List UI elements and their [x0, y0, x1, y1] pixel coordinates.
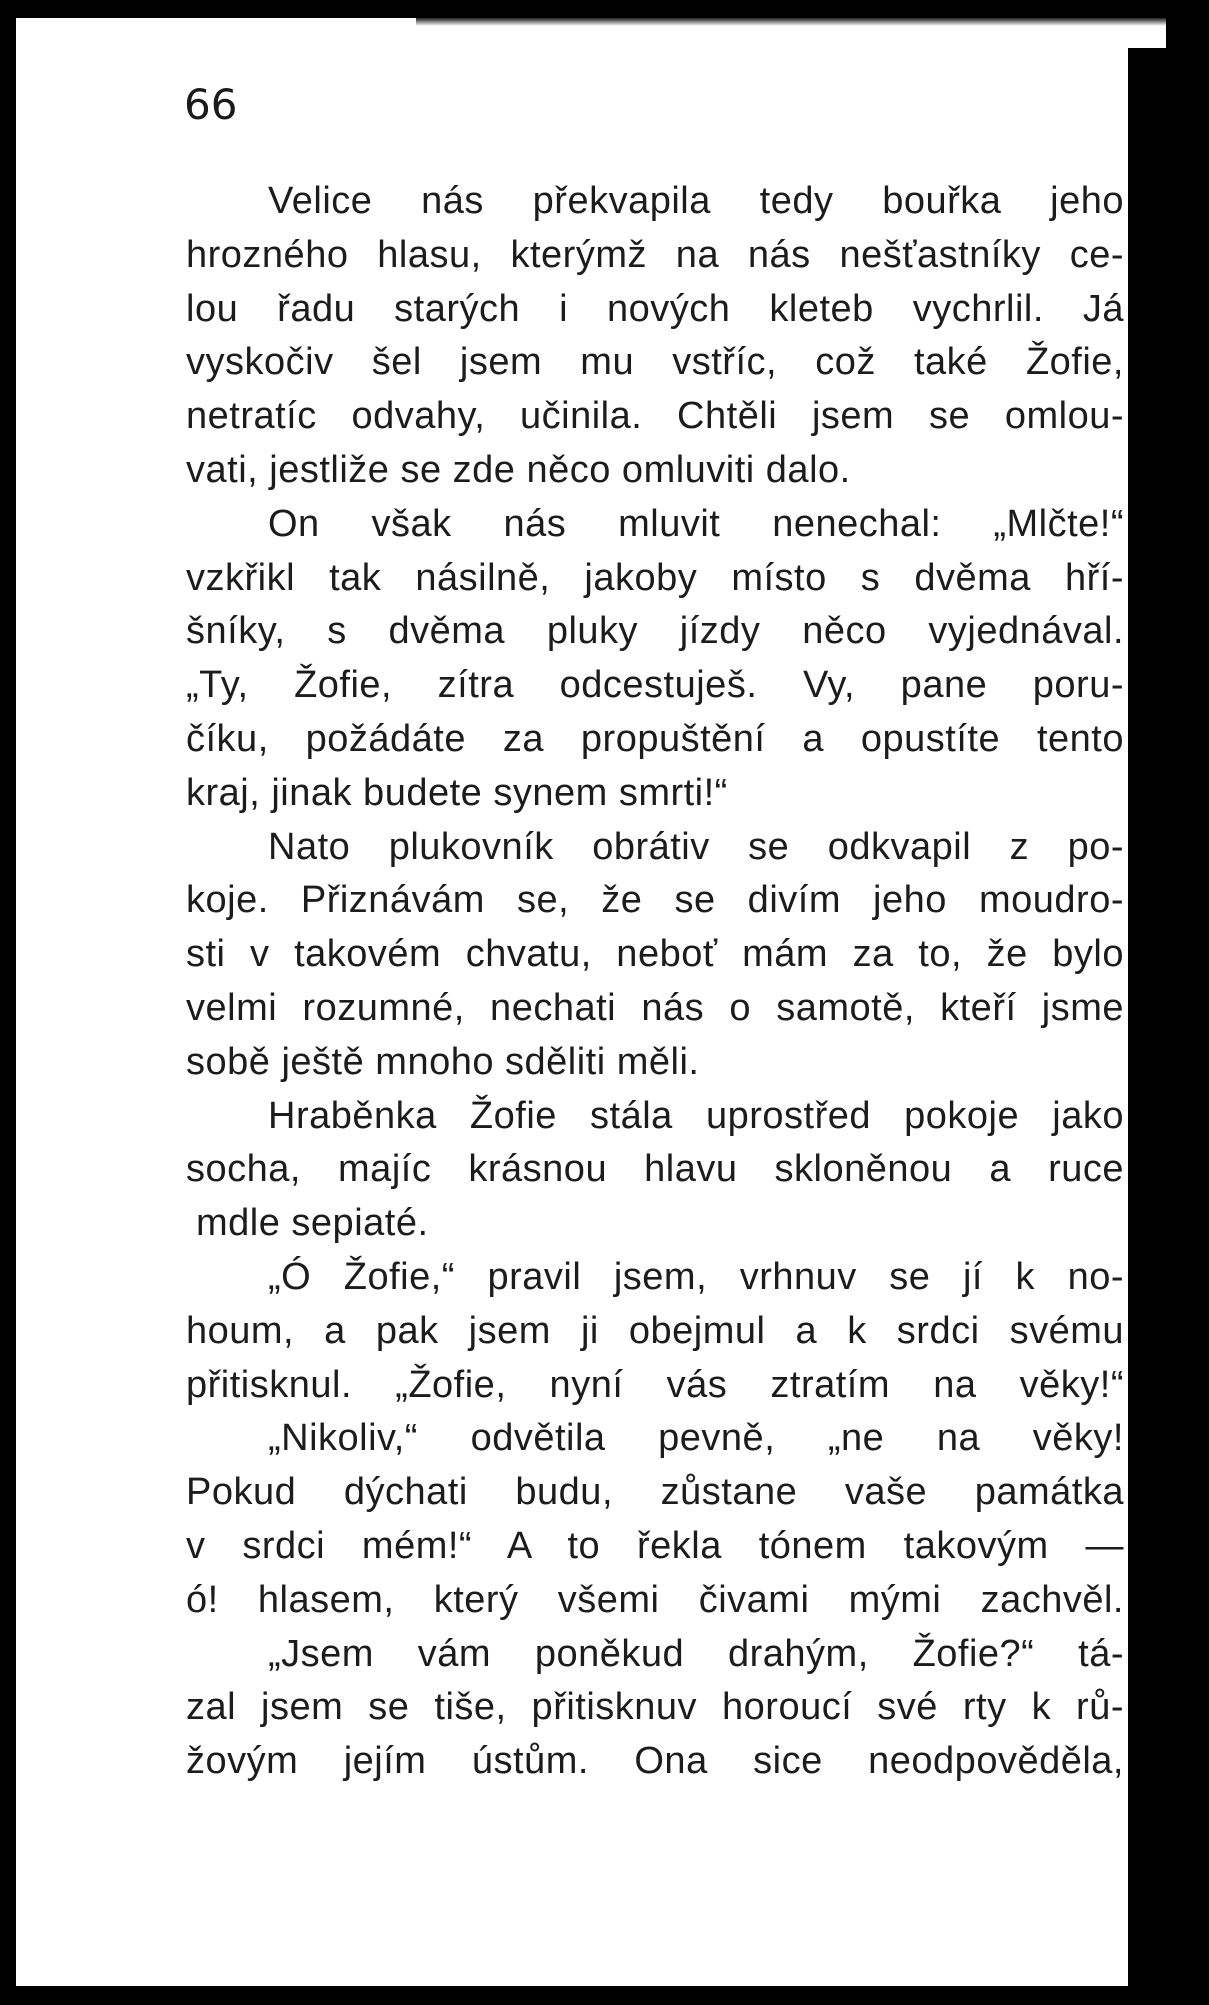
text-line: mdle sepiaté. — [196, 1202, 429, 1245]
text-line: houm, a pak jsem ji obejmul a k srdci svému — [186, 1309, 1124, 1352]
text-line: šníky, s dvěma pluky jízdy něco vyjednával. — [186, 610, 1124, 653]
text-line: velmi rozumné, nechati nás o samotě, kteří jsme — [186, 986, 1124, 1029]
page-top-edge — [416, 18, 1166, 26]
text-line: socha, majíc krásnou hlavu skloněnou a ruce — [186, 1148, 1124, 1191]
text-line: lou řadu starých i nových kleteb vychrlil. Já — [186, 287, 1124, 330]
text-line: vyskočiv šel jsem mu vstříc, což také Žofie, — [186, 341, 1124, 384]
text-line: číku, požádáte za propuštění a opustíte tento — [186, 717, 1124, 760]
text-line: Pokud dýchati budu, zůstane vaše památka — [186, 1471, 1124, 1514]
body-text — [186, 175, 1124, 1789]
text-line: kraj, jinak budete synem smrti!“ — [186, 771, 728, 814]
text-line: netratíc odvahy, učinila. Chtěli jsem se omlou- — [186, 395, 1124, 438]
text-line: Velice nás překvapila tedy bouřka jeho — [268, 180, 1124, 222]
text-line: Nato plukovník obrátiv se odkvapil z po- — [268, 825, 1124, 868]
text-line: přitisknul. „Žofie, nyní vás ztratím na věky!“ — [186, 1363, 1124, 1406]
text-line: koje. Přiznávám se, že se divím jeho moudro- — [186, 879, 1124, 922]
text-line: sobě ještě mnoho sděliti měli. — [186, 1040, 700, 1083]
text-line: zal jsem se tiše, přitisknuv horoucí své rty k rů- — [186, 1686, 1124, 1729]
text-line: „Jsem vám poněkud drahým, Žofie?“ tá- — [268, 1632, 1124, 1675]
text-line: hrozného hlasu, kterýmž na nás nešťastníky ce- — [186, 233, 1124, 276]
text-line: „Ty, Žofie, zítra odcestuješ. Vy, pane poru- — [186, 664, 1124, 707]
page-binding-edge — [1128, 48, 1166, 1986]
book-page — [16, 18, 1166, 1986]
text-line: vzkřikl tak násilně, jakoby místo s dvěma hří- — [186, 556, 1124, 599]
text-line: „Nikoliv,“ odvětila pevně, „ne na věky! — [268, 1417, 1124, 1460]
text-line: ó! hlasem, který všemi čivami mými zachvěl. — [186, 1578, 1124, 1621]
text-line: On však nás mluvit nenechal: „Mlčte!“ — [268, 502, 1124, 545]
text-line: „Ó Žofie,“ pravil jsem, vrhnuv se jí k no- — [268, 1255, 1124, 1298]
text-line: sti v takovém chvatu, neboť mám za to, že bylo — [186, 933, 1124, 976]
page-number: 66 — [184, 80, 238, 129]
text-line: Hraběnka Žofie stála uprostřed pokoje jako — [268, 1094, 1124, 1137]
text-line: žovým jejím ústům. Ona sice neodpověděla, — [186, 1740, 1124, 1783]
text-line: v srdci mém!“ A to řekla tónem takovým — — [186, 1524, 1124, 1567]
text-line: vati, jestliže se zde něco omluviti dalo. — [186, 448, 851, 491]
